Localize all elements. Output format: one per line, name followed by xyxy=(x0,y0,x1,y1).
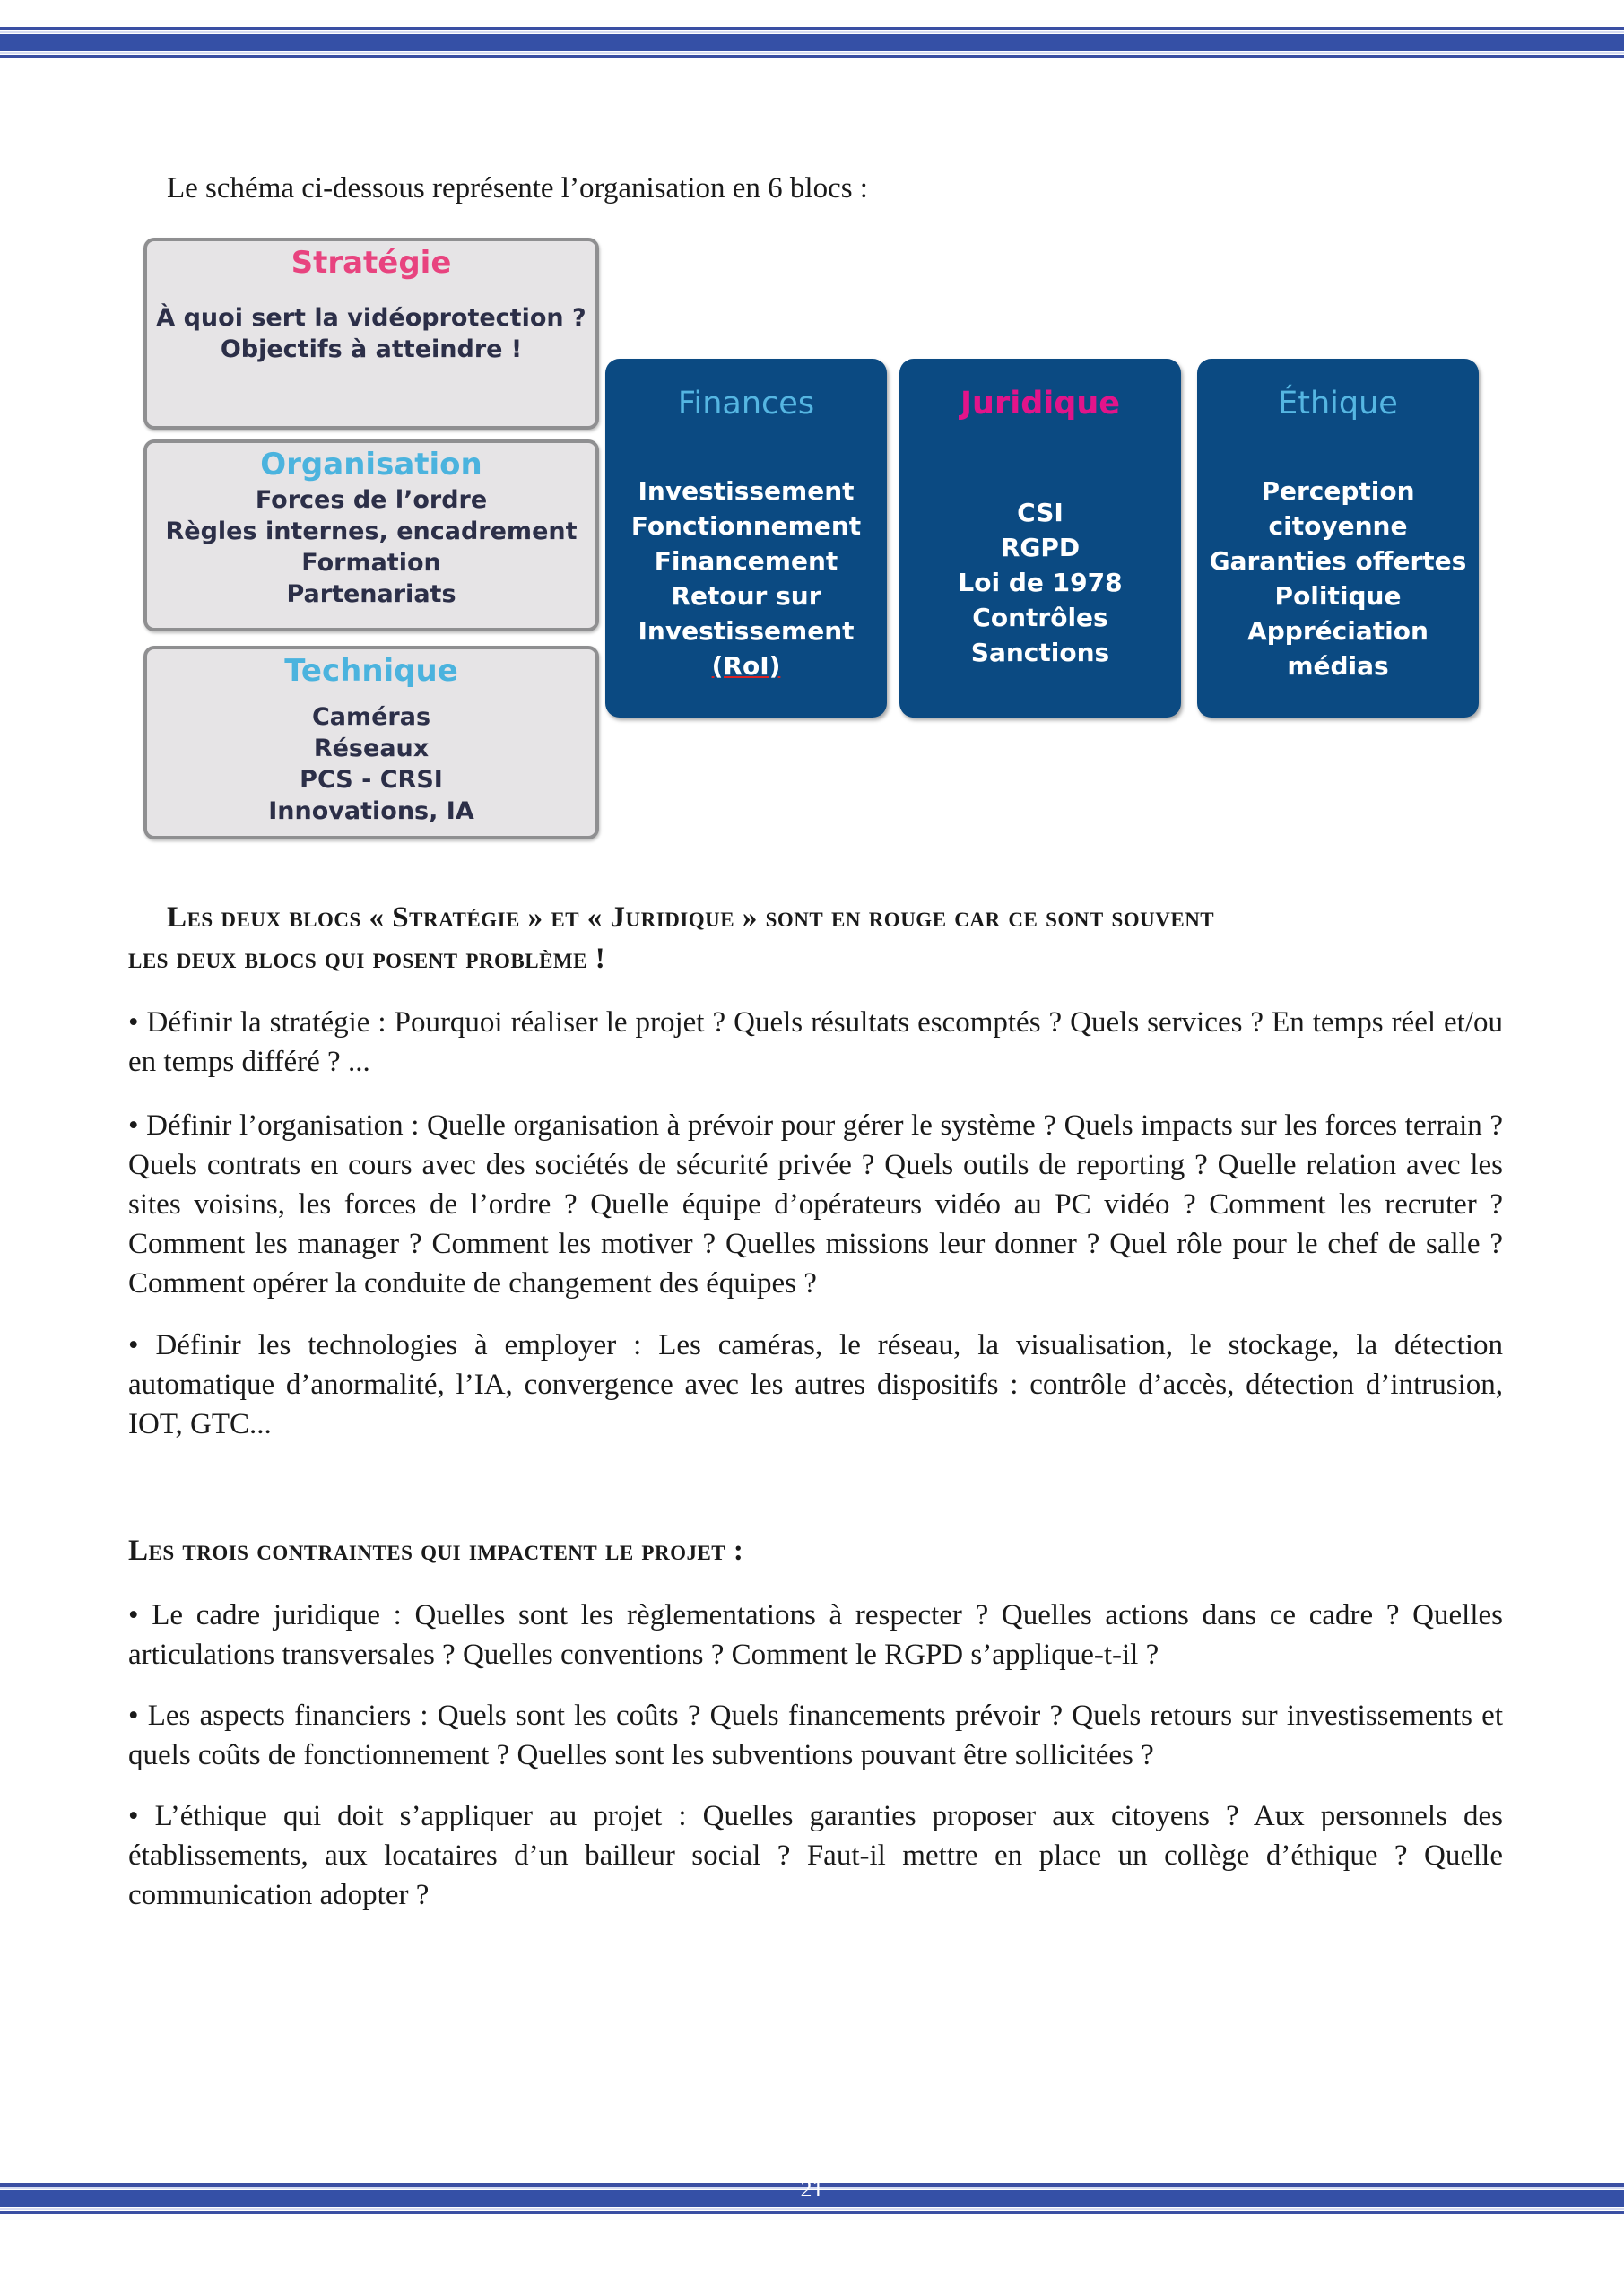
block-line: Appréciation xyxy=(1247,616,1429,646)
block-organisation xyxy=(143,439,599,631)
block-line: Politique xyxy=(1274,581,1402,611)
block-juridique xyxy=(899,359,1181,718)
block-line: PCS - CRSI xyxy=(300,766,443,794)
six-blocks-diagram xyxy=(135,233,1498,852)
block-line: Investissement xyxy=(638,616,855,646)
page-number: 21 xyxy=(800,2176,824,2202)
block-line: Investissement xyxy=(638,476,855,506)
block-line: Fonctionnement xyxy=(630,511,862,541)
block-line: Financement xyxy=(654,546,838,576)
section-heading-blocs: Les deux blocs « Stratégie » et « Juridique » sont en rouge car ce sont souvent les deux blocs qui posent problème ! xyxy=(128,901,1215,975)
block-line: Retour sur xyxy=(671,581,821,611)
block-line: Forces de l’ordre xyxy=(255,486,488,514)
block-line: Règles internes, encadrement xyxy=(165,517,578,545)
block-line: Réseaux xyxy=(313,735,430,762)
section-heading-contraintes: Les trois contraintes qui impactent le projet : xyxy=(128,1535,744,1567)
block-title: Organisation xyxy=(260,447,482,483)
block-line: Contrôles xyxy=(972,603,1108,632)
block-title: Technique xyxy=(284,653,458,689)
block-line: (RoI) xyxy=(711,651,781,681)
bullet-cadre-juridique: • Le cadre juridique : Quelles sont les règlementations à respecter ? Quelles actions dans ce cadre ? Quelles articulations transversales ? Quelles conventions ? Comment le RGPD s’applique-t-il ? xyxy=(128,1599,1503,1671)
bullet-organisation: • Définir l’organisation : Quelle organisation à prévoir pour gérer le système ? Quels impacts sur les forces terrain ? Quels contrats en cours avec des sociétés de sécurité privée ? Quels outils de reporting ? Quelle relation avec les sites voisins, les forces de l’ordre ? Quelle équipe d’opérateurs vidéo au PC vidéo ? Comment les recruter ? Comment les manager ? Comment les motiver ? Quelles missions leur donner ? Quel rôle pour le chef de salle ? Comment opérer la conduite de changement des équipes ? xyxy=(128,1109,1503,1300)
block-line: Caméras xyxy=(311,703,431,731)
block-technique xyxy=(143,646,599,839)
bullet-ethique: • L’éthique qui doit s’appliquer au projet : Quelles garanties proposer aux citoyens ? Aux personnels des établissements, aux locataires d’un bailleur social ? Faut-il mettre en place un collège d’éthique ? Quelle communication adopter ? xyxy=(128,1800,1503,1911)
intro-sentence: Le schéma ci-dessous représente l’organisation en 6 blocs : xyxy=(167,172,868,204)
block-title: Éthique xyxy=(1278,386,1398,422)
block-line: Sanctions xyxy=(970,638,1110,667)
block-line: Loi de 1978 xyxy=(958,568,1123,597)
block-line: Partenariats xyxy=(286,580,456,608)
block-line: Objectifs à atteindre ! xyxy=(220,335,523,363)
block-line: citoyenne xyxy=(1268,511,1408,541)
block-title: Stratégie xyxy=(291,245,452,281)
block-line: Formation xyxy=(301,549,441,577)
top-banner-stripes xyxy=(0,27,1624,59)
block-line: Innovations, IA xyxy=(268,797,474,825)
bullet-strategie: • Définir la stratégie : Pourquoi réaliser le projet ? Quels résultats escomptés ? Quels services ? En temps réel et/ou en temps différé ? ... xyxy=(128,1006,1503,1078)
block-line: CSI xyxy=(1017,498,1064,527)
block-line: médias xyxy=(1287,651,1389,681)
block-line: Perception xyxy=(1261,476,1415,506)
block-strategie xyxy=(143,238,599,430)
block-line: À quoi sert la vidéoprotection ? xyxy=(156,304,586,332)
bullet-aspects-financiers: • Les aspects financiers : Quels sont les coûts ? Quels financements prévoir ? Quels retours sur investissements et quels coûts de fonctionnement ? Quelles sont les subventions pouvant être sollicitées ? xyxy=(128,1700,1503,1771)
block-finances xyxy=(605,359,887,718)
block-line: Garanties offertes xyxy=(1209,546,1467,576)
block-title: Finances xyxy=(677,386,815,422)
bullet-technologies: • Définir les technologies à employer : Les caméras, le réseau, la visualisation, le stockage, la détection automatique d’anormalité, l’IA, convergence avec les autres dispositifs : contrôle d’accès, détection d’intrusion, IOT, GTC... xyxy=(128,1329,1503,1440)
block-line: RGPD xyxy=(1000,533,1081,562)
block-ethique xyxy=(1197,359,1479,718)
block-title: Juridique xyxy=(960,386,1120,422)
